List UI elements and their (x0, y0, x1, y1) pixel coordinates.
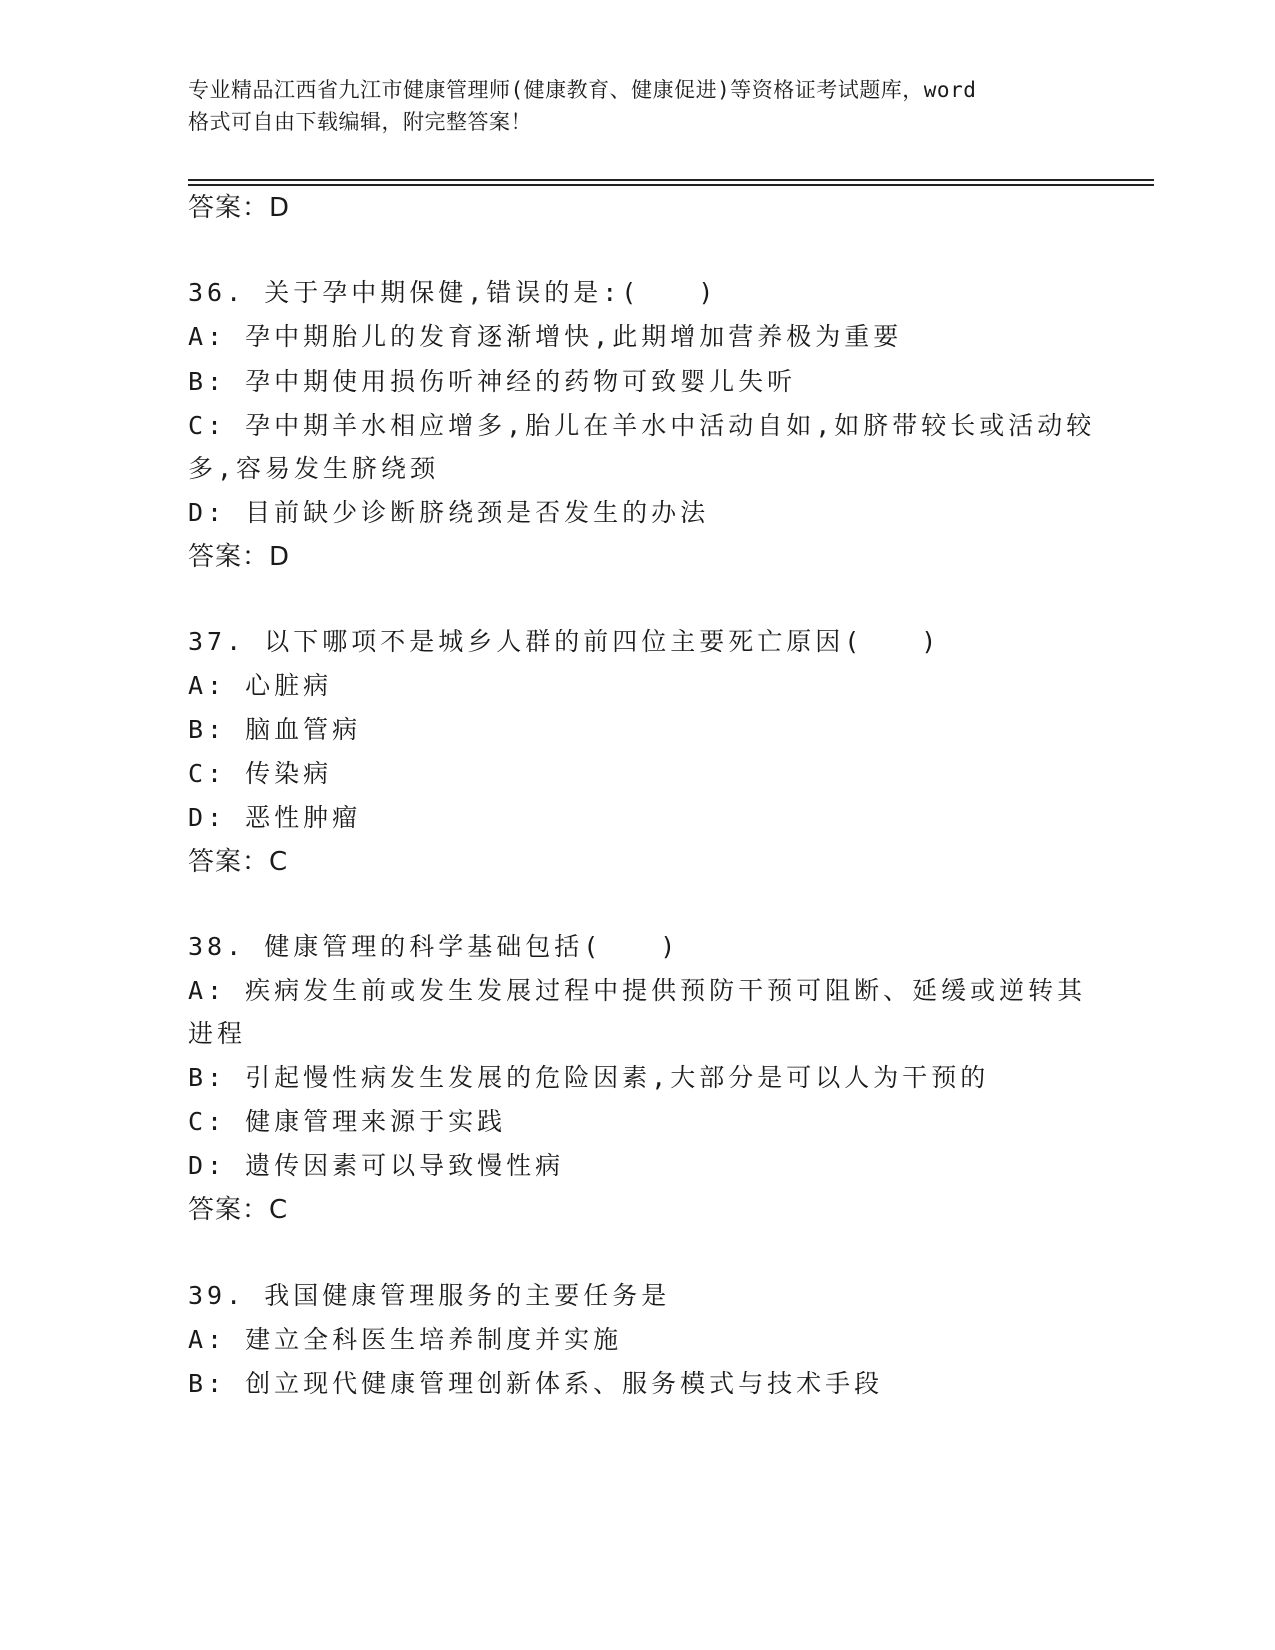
question-39-option-a: A: 建立全科医生培养制度并实施 (188, 1325, 623, 1354)
answer-35: 答案：D (188, 193, 291, 223)
question-39-option-b: B: 创立现代健康管理创新体系、服务模式与技术手段 (188, 1369, 884, 1398)
answer-36: 答案：D (188, 542, 291, 572)
header-rule-top (188, 179, 1154, 181)
question-36-stem: 36. 关于孕中期保健,错误的是:( ) (188, 278, 718, 307)
question-38-option-c: C: 健康管理来源于实践 (188, 1107, 507, 1136)
question-36-option-d: D: 目前缺少诊断脐绕颈是否发生的办法 (188, 498, 710, 527)
header-line-2: 格式可自由下载编辑，附完整答案！ (188, 110, 532, 134)
header-rule-bottom (188, 184, 1154, 186)
header-line-1: 专业精品江西省九江市健康管理师(健康教育、健康促进)等资格证考试题库，word (188, 78, 977, 102)
question-39-stem: 39. 我国健康管理服务的主要任务是 (188, 1281, 671, 1310)
question-37-option-d: D: 恶性肿瘤 (188, 803, 362, 832)
question-38-option-d: D: 遗传因素可以导致慢性病 (188, 1151, 565, 1180)
question-36-option-b: B: 孕中期使用损伤听神经的药物可致婴儿失听 (188, 367, 797, 396)
question-38-option-a-line2: 进程 (188, 1019, 247, 1048)
answer-38: 答案：C (188, 1195, 289, 1225)
question-36-option-c-line1: C: 孕中期羊水相应增多,胎儿在羊水中活动自如,如脐带较长或活动较 (188, 411, 1096, 440)
question-37-option-a: A: 心脏病 (188, 671, 333, 700)
question-37-option-c: C: 传染病 (188, 759, 333, 788)
question-37-option-b: B: 脑血管病 (188, 715, 362, 744)
question-38-option-b: B: 引起慢性病发生发展的危险因素,大部分是可以人为干预的 (188, 1063, 990, 1092)
page-header (188, 74, 1088, 138)
question-37-stem: 37. 以下哪项不是城乡人群的前四位主要死亡原因( ) (188, 627, 941, 656)
question-38-option-a-line1: A: 疾病发生前或发生发展过程中提供预防干预可阻断、延缓或逆转其 (188, 976, 1087, 1005)
question-38-stem: 38. 健康管理的科学基础包括( ) (188, 932, 680, 961)
answer-37: 答案：C (188, 847, 289, 877)
question-36-option-a: A: 孕中期胎儿的发育逐渐增快,此期增加营养极为重要 (188, 322, 903, 351)
question-36-option-c-line2: 多,容易发生脐绕颈 (188, 454, 440, 483)
